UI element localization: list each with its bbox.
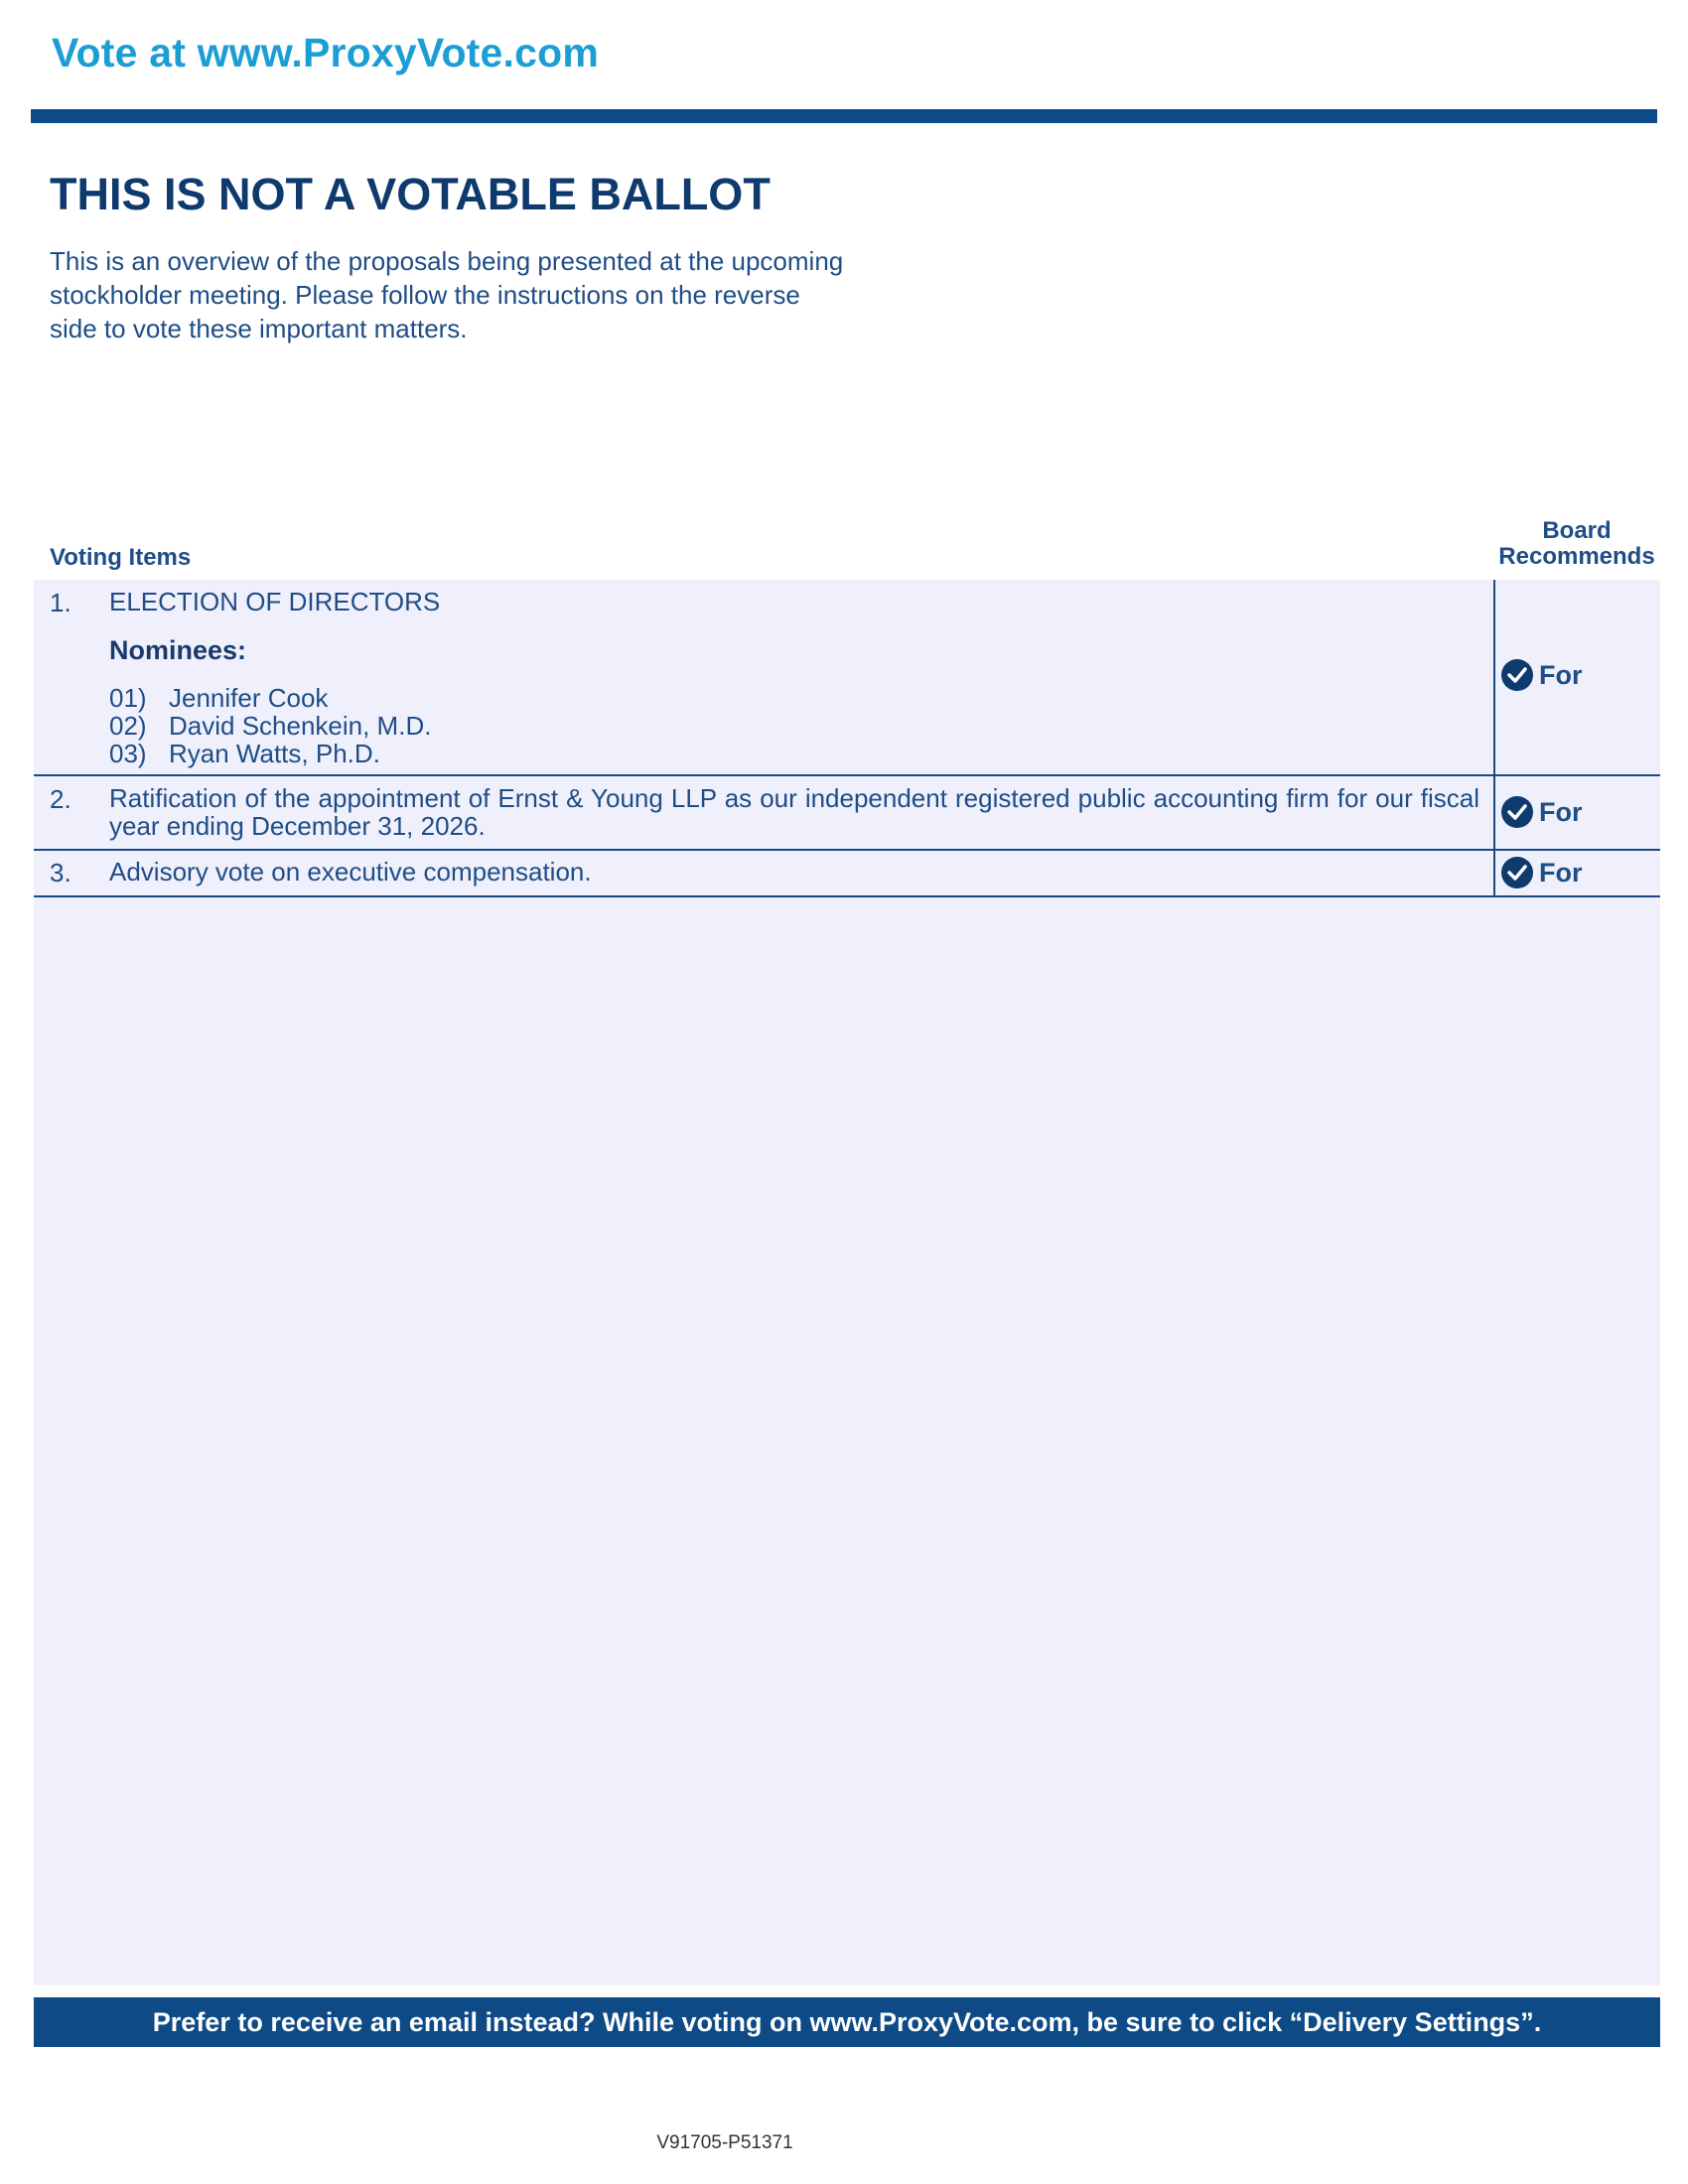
- nominee-number: 02): [109, 711, 147, 741]
- board-recommends-header: [1489, 518, 1664, 570]
- recommendation-label: For: [1539, 857, 1583, 887]
- voting-items-header: Voting Items: [50, 544, 192, 571]
- nominee: [109, 739, 380, 769]
- board-header-line1: Board: [1542, 517, 1612, 544]
- board-recommendation: [1501, 659, 1583, 691]
- voting-item-row: [34, 851, 1660, 897]
- vote-link[interactable]: Vote at www.ProxyVote.com: [52, 30, 600, 75]
- board-recommendation: [1501, 857, 1583, 888]
- check-circle-icon: [1501, 796, 1533, 828]
- column-divider: [1493, 580, 1495, 774]
- nominee: [109, 683, 328, 714]
- item-text: ELECTION OF DIRECTORS: [109, 587, 441, 616]
- item-number: 1.: [50, 588, 71, 617]
- item-text: Advisory vote on executive compensation.: [109, 857, 592, 887]
- nominee-number: 03): [109, 739, 147, 768]
- check-circle-icon: [1501, 659, 1533, 691]
- header-divider: [31, 109, 1657, 123]
- nominee-name: Jennifer Cook: [169, 683, 329, 713]
- nominee-name: Ryan Watts, Ph.D.: [169, 739, 380, 768]
- check-circle-icon: [1501, 857, 1533, 888]
- column-divider: [1493, 851, 1495, 895]
- nominee: [109, 711, 431, 742]
- nominee-number: 01): [109, 683, 147, 713]
- board-header-line2: Recommends: [1498, 543, 1655, 570]
- item-number: 2.: [50, 784, 71, 814]
- recommendation-label: For: [1539, 659, 1583, 690]
- email-delivery-banner: Prefer to receive an email instead? While voting on www.ProxyVote.com, be sure to click “Delivery Settings”.: [34, 1997, 1660, 2047]
- column-divider: [1493, 776, 1495, 849]
- document-id: V91705-P51371: [656, 2132, 793, 2153]
- item-text: Ratification of the appointment of Ernst & Young LLP as our independent registered public accounting firm for our fiscal year ending December 31, 2026.: [109, 783, 1479, 841]
- voting-item-row: [34, 580, 1660, 776]
- recommendation-label: For: [1539, 796, 1583, 827]
- board-recommendation: [1501, 796, 1583, 828]
- nominee-name: David Schenkein, M.D.: [169, 711, 432, 741]
- voting-item-row: [34, 776, 1660, 851]
- item-number: 3.: [50, 858, 71, 887]
- nominees-label: Nominees:: [109, 635, 247, 665]
- page-title: THIS IS NOT A VOTABLE BALLOT: [50, 169, 771, 219]
- intro-text: This is an overview of the proposals being presented at the upcoming stockholder meeting. Please follow the instructions on the reverse side to vote these important matters.: [50, 246, 844, 343]
